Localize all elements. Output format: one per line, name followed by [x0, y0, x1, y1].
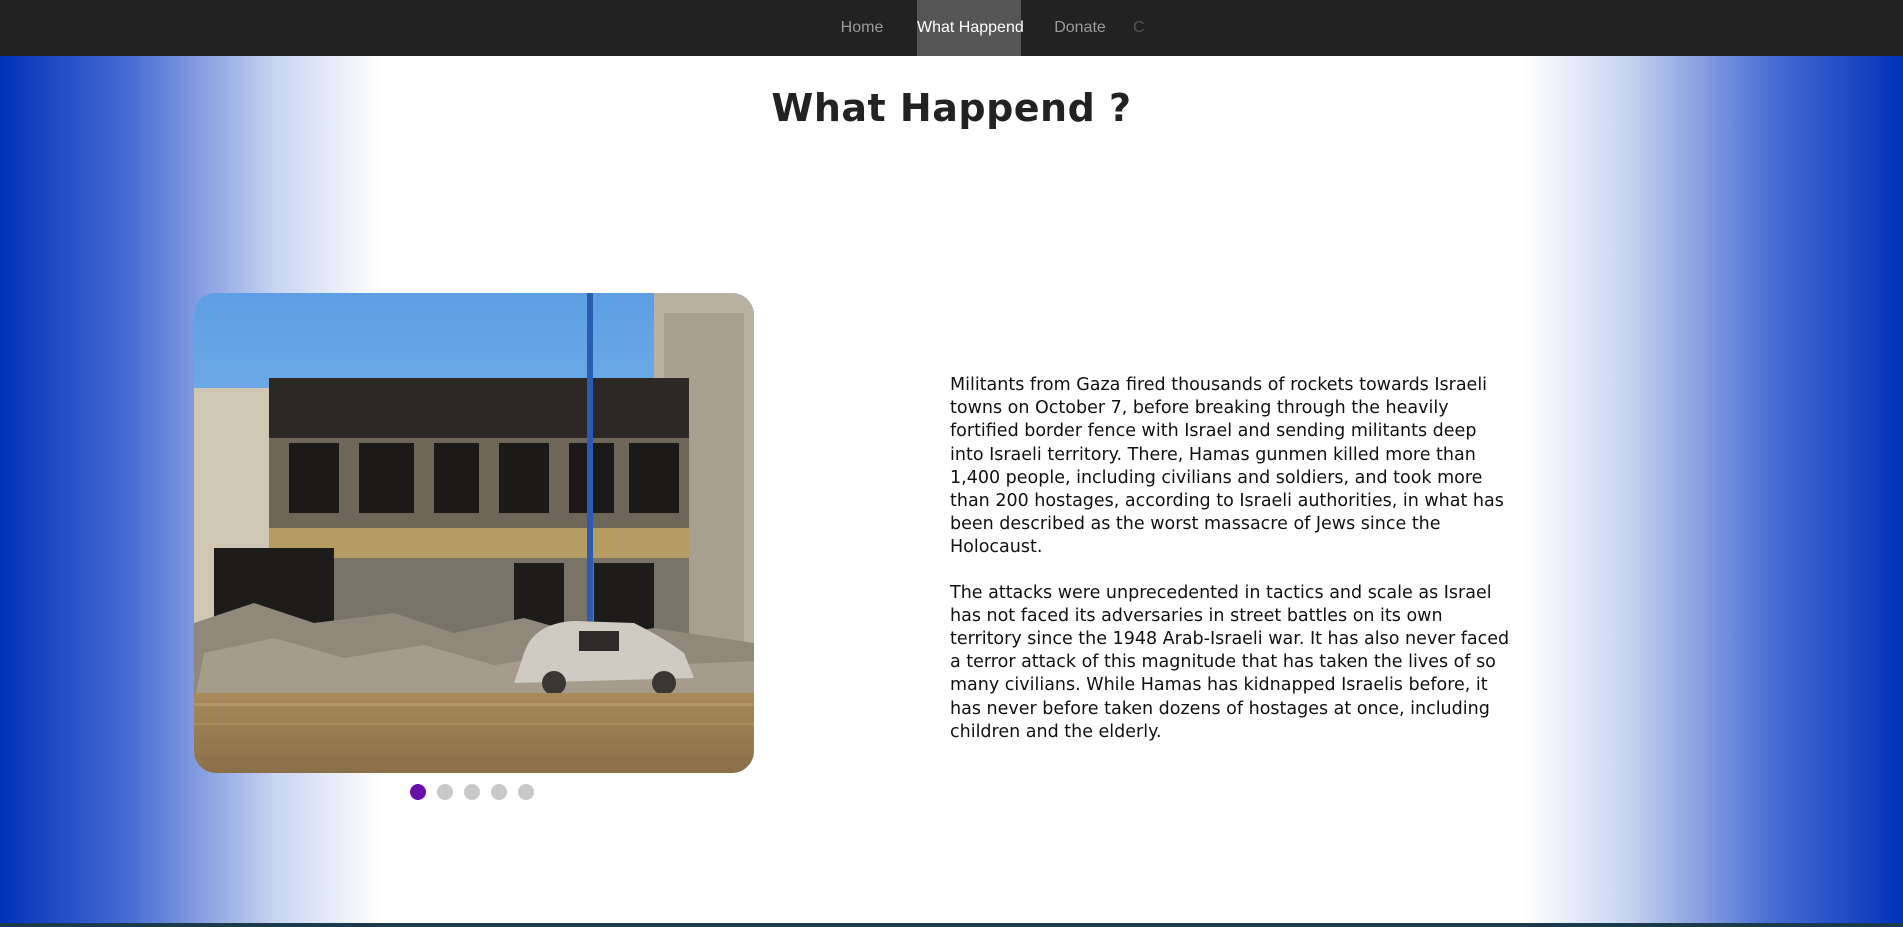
nav-list: [826, 0, 1147, 56]
carousel-indicators: [410, 784, 534, 800]
article-text: [950, 374, 1515, 766]
street-pole: [587, 293, 593, 653]
nav-item-what-happend[interactable]: What Happend: [917, 0, 1021, 56]
carousel-dot-3[interactable]: [464, 784, 480, 800]
carousel-dot-5[interactable]: [518, 784, 534, 800]
article-paragraph-2: The attacks were unprecedented in tactics and scale as Israel has not faced its adversaries in street battles on its own territory since the 1948 Arab-Israeli war. It has also never faced a terror attack of this magnitude that has taken the lives of so many civilians. While Hamas has kidnapped Israelis before, it has never before taken dozens of hostages at once, including children and the elderly.: [950, 582, 1510, 742]
top-navbar: [0, 0, 1903, 56]
carousel-slide-image[interactable]: [194, 293, 754, 773]
article-paragraph-1: Militants from Gaza fired thousands of rockets towards Israeli towns on October 7, before breaking through the heavily fortified border fence with Israel and sending militants deep into Israeli territory. There, Hamas gunmen killed more than 1,400 people, including civilians and soldiers, and took more than 200 hostages, according to Israeli authorities, in what has been described as the worst massacre of Jews since the Holocaust.: [950, 375, 1504, 558]
nav-item-donate[interactable]: Donate: [1054, 19, 1106, 36]
carousel-dot-2[interactable]: [437, 784, 453, 800]
image-carousel: [194, 293, 754, 773]
carousel-dot-1[interactable]: [410, 784, 426, 800]
page-bottom-border: [0, 923, 1903, 927]
nav-item-truncated[interactable]: C: [1133, 19, 1145, 36]
page-title: What Happend ?: [771, 86, 1132, 130]
nav-item-home[interactable]: Home: [840, 19, 884, 36]
carousel-dot-4[interactable]: [491, 784, 507, 800]
